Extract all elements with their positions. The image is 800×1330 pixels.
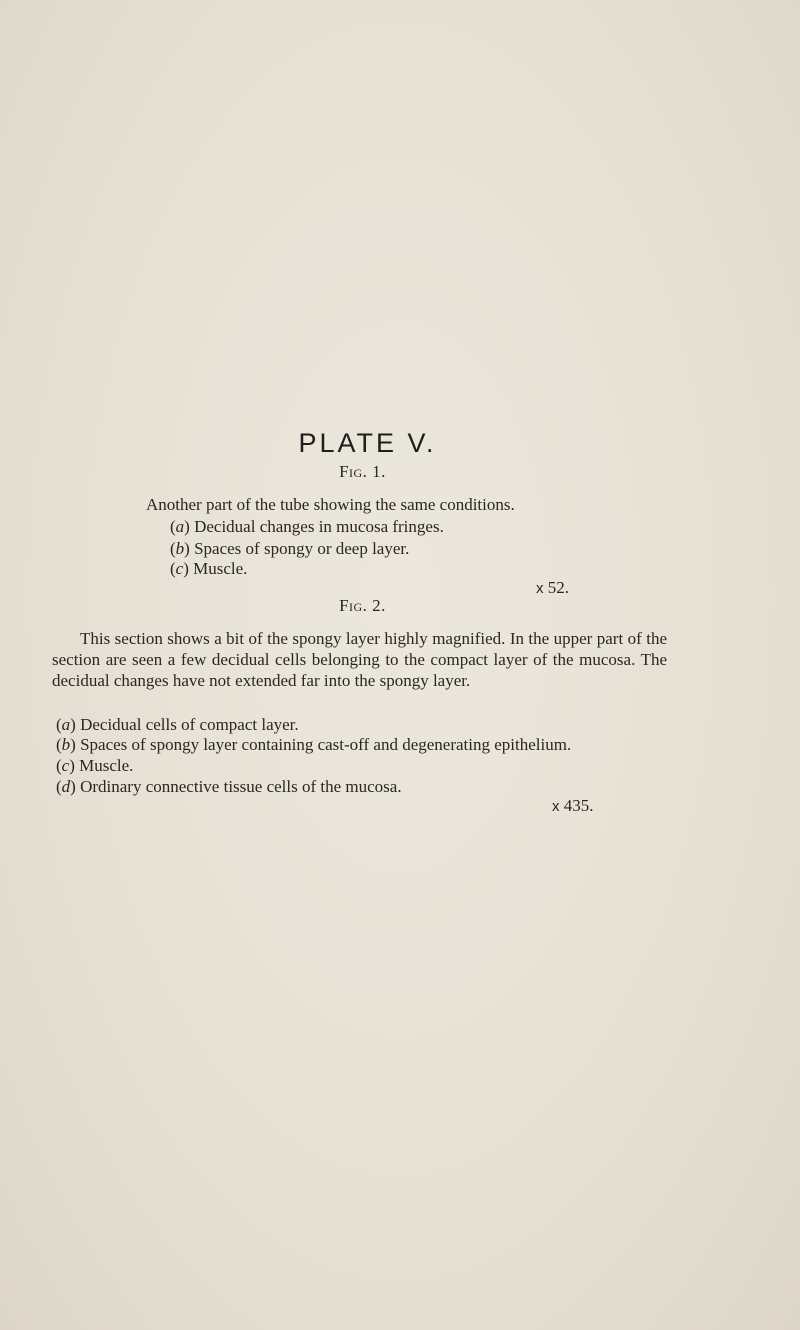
fig1-item-b-letter: b [175, 539, 185, 558]
fig2-item-a-letter: a [61, 715, 71, 734]
fig1-item-a: (a) Decidual changes in mucosa fringes. [170, 517, 444, 536]
fig2-magnification [552, 796, 594, 816]
fig1-item-a-text: Decidual changes in mucosa fringes. [194, 517, 444, 536]
fig1-item-c: (c) Muscle. [170, 559, 248, 578]
fig2-heading: Fig. 2. [339, 596, 386, 615]
fig2-item-b: (b) Spaces of spongy layer containing cast-off and degenerating epithelium. [56, 735, 572, 754]
fig1-magnification-value: 52. [547, 578, 569, 597]
plate-title: PLATE V. [298, 428, 437, 458]
fig1-times-symbol: x [536, 580, 544, 597]
fig1-caption: Another part of the tube showing the same conditions. [146, 495, 515, 514]
fig1-item-c-letter: c [175, 559, 184, 578]
fig2-item-b-letter: b [61, 735, 71, 754]
fig2-magnification-value: 435. [563, 796, 594, 815]
fig2-item-c: (c) Muscle. [56, 756, 134, 775]
fig1-magnification [536, 578, 569, 598]
fig2-paragraph: This section shows a bit of the spongy layer highly magnified. In the upper part of the section are seen a few decidual cells belonging to the compact layer of the mucosa. The decidual changes have not extended far into the spongy layer. [52, 629, 667, 690]
fig1-item-b-text: Spaces of spongy or deep layer. [194, 539, 410, 558]
fig1-heading: Fig. 1. [339, 462, 386, 481]
fig2-item-d-text: Ordinary connective tissue cells of the mucosa. [80, 777, 402, 796]
fig2-item-c-letter: c [61, 756, 70, 775]
fig2-item-b-text: Spaces of spongy layer containing cast-off and degenerating epithelium. [80, 735, 572, 754]
fig2-item-c-text: Muscle. [79, 756, 134, 775]
fig2-item-a: (a) Decidual cells of compact layer. [56, 715, 299, 734]
fig1-item-b: (b) Spaces of spongy or deep layer. [170, 539, 410, 558]
fig1-item-a-letter: a [175, 517, 185, 536]
fig1-item-c-text: Muscle. [193, 559, 248, 578]
fig2-item-d-letter: d [61, 777, 71, 796]
fig2-times-symbol: x [552, 798, 560, 815]
fig2-item-a-text: Decidual cells of compact layer. [80, 715, 299, 734]
fig2-item-d: (d) Ordinary connective tissue cells of the mucosa. [56, 777, 402, 796]
